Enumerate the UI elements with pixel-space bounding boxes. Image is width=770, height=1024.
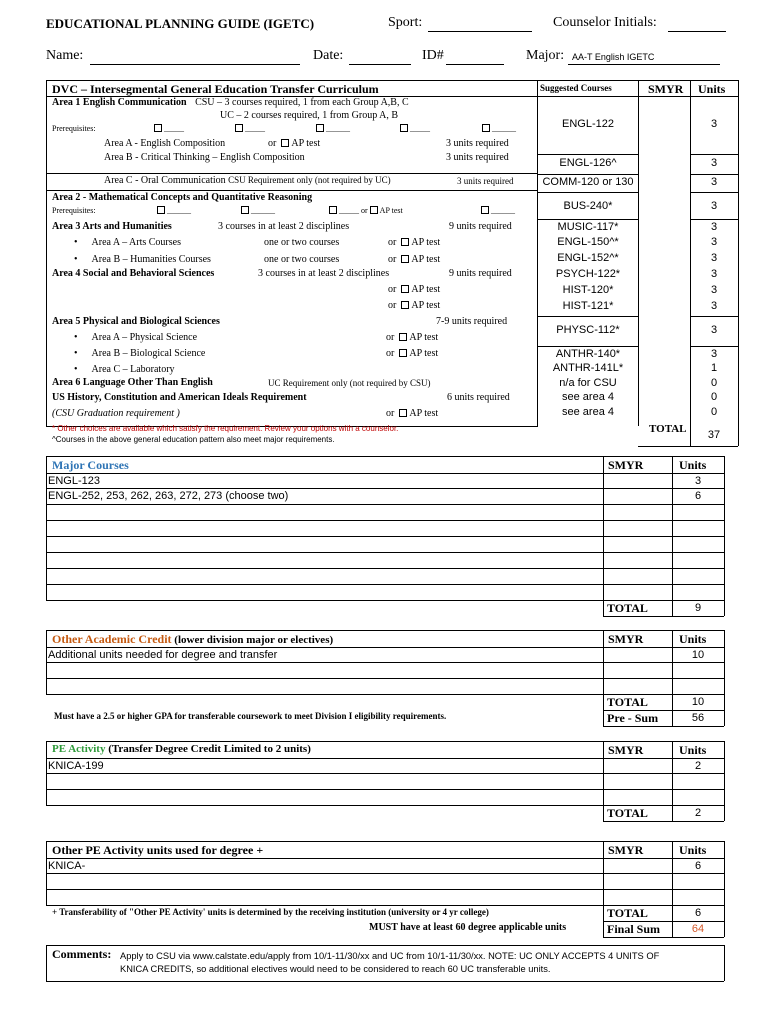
major-field-line	[568, 64, 720, 65]
us-history-req: 6 units required	[447, 392, 510, 403]
us-history-csu: (CSU Graduation requirement )	[52, 408, 180, 419]
ge-units-2[interactable]: 3	[710, 157, 718, 169]
area1-b-label: Area B - Critical Thinking – English Composition	[104, 152, 305, 163]
area5-title: Area 5 Physical and Biological Sciences	[52, 316, 220, 327]
other-pe-row-1-units[interactable]: 6	[694, 860, 702, 872]
pe-activity-title: PE Activity	[52, 743, 106, 755]
ge-course-4[interactable]: BUS-240*	[563, 200, 613, 212]
ge-units-8[interactable]: 3	[710, 268, 718, 280]
other-pe-col-smyr: SMYR	[608, 843, 644, 857]
area3-b-note: one or two courses	[264, 254, 340, 265]
major-row-1-course[interactable]: ENGL-123	[48, 475, 100, 487]
area1-heading	[52, 97, 409, 108]
footnote-other-choices: * Other choices are available which satisfy the requirement. Review your options with a counselor.	[52, 424, 399, 433]
major-total-value[interactable]: 9	[694, 602, 702, 614]
area1-b-req: 3 units required	[446, 152, 509, 163]
area2-prereq-1[interactable]: ______	[157, 206, 191, 215]
other-credit-col-smyr: SMYR	[608, 632, 644, 646]
area3-a-ap[interactable]: or AP test	[388, 237, 441, 248]
form-title: EDUCATIONAL PLANNING GUIDE (IGETC)	[46, 16, 315, 31]
area2-prereq-2[interactable]: ______	[241, 206, 275, 215]
area2-prereq-label: Prerequisites:	[52, 206, 96, 215]
ge-course-3[interactable]: COMM-120 or 130	[542, 176, 634, 188]
sport-field[interactable]	[428, 31, 532, 32]
pe-total-label: TOTAL	[607, 806, 648, 820]
other-pe-transfer-note: + Transferability of "Other PE Activity' units is determined by the receiving institution (university or 4 yr college)	[52, 907, 489, 917]
ge-course-11[interactable]: PHYSC-112*	[556, 324, 620, 336]
us-history-title: US History, Constitution and American Ideals Requirement	[52, 392, 307, 403]
area5-req: 7-9 units required	[436, 316, 508, 327]
area2-title: Area 2 - Mathematical Concepts and Quantitative Reasoning	[52, 192, 313, 203]
area1-prereq-3[interactable]: ______	[316, 124, 350, 133]
footnote-major: ^Courses in the above general education pattern also meet major requirements.	[52, 435, 335, 444]
area5-b-ap[interactable]: or AP test	[386, 348, 439, 359]
other-credit-total-value[interactable]: 10	[691, 696, 705, 708]
area1-uc: UC – 2 courses required, 1 from Group A, B	[220, 110, 399, 121]
pe-total-value[interactable]: 2	[694, 807, 702, 819]
ge-units-12[interactable]: 3	[710, 348, 718, 360]
area5-a-ap[interactable]: or AP test	[386, 332, 439, 343]
area4-note: 3 courses in at least 2 disciplines	[258, 268, 390, 279]
area2-prereq-3[interactable]: _____ or AP test	[329, 206, 403, 215]
area5-b-label: • Area B – Biological Science	[74, 348, 205, 359]
ge-units-15[interactable]: 0	[710, 391, 718, 403]
other-credit-col-units: Units	[679, 632, 707, 646]
area5-a-label: • Area A – Physical Science	[74, 332, 197, 343]
area2-prereq-4[interactable]: ______	[481, 206, 515, 215]
pre-sum-value[interactable]: 56	[691, 712, 705, 724]
pre-sum-label: Pre - Sum	[607, 711, 659, 725]
area4-ap-2[interactable]: or AP test	[388, 300, 441, 311]
ge-total-value[interactable]: 37	[707, 429, 721, 441]
id-label: ID#	[422, 48, 444, 63]
ge-course-7[interactable]: ENGL-152^*	[557, 252, 619, 264]
area1-csu: CSU – 3 courses required, 1 from each Group A,B, C	[195, 97, 409, 108]
ge-units-16[interactable]: 0	[710, 406, 718, 418]
ge-course-13[interactable]: ANTHR-141L*	[552, 362, 624, 374]
col-suggested-courses: Suggested Courses	[540, 83, 612, 93]
area1-prereq-2[interactable]: _____	[235, 124, 265, 133]
area1-a-ap[interactable]: or AP test	[268, 138, 321, 149]
area3-b-ap[interactable]: or AP test	[388, 254, 441, 265]
area3-note: 3 courses in at least 2 disciplines	[218, 221, 350, 232]
date-field[interactable]	[349, 64, 411, 65]
id-field[interactable]	[446, 64, 504, 65]
ge-course-12[interactable]: ANTHR-140*	[555, 348, 621, 360]
ge-units-14[interactable]: 0	[710, 377, 718, 389]
other-pe-col-units: Units	[679, 843, 707, 857]
pe-row-1[interactable]: KNICA-199	[48, 760, 104, 772]
comments-line-1[interactable]: Apply to CSU via www.calstate.edu/apply from 10/1-11/30/xx and UC from 10/1-11/30/xx. NOTE: UC ONLY ACCEPTS 4 UNITS OF	[120, 951, 660, 961]
other-pe-title: Other PE Activity units used for degree +	[52, 843, 264, 857]
gpa-note: Must have a 2.5 or higher GPA for transferable coursework to meet Division I eligibility requirements.	[54, 711, 447, 721]
final-sum-value[interactable]: 64	[691, 923, 705, 935]
area4-req: 9 units required	[449, 268, 512, 279]
area6-note: UC Requirement only (not required by CSU)	[268, 378, 431, 388]
ge-units-13[interactable]: 1	[710, 362, 718, 374]
ge-units-5[interactable]: 3	[710, 221, 718, 233]
area4-title: Area 4 Social and Behavioral Sciences	[52, 268, 215, 279]
ge-units-1[interactable]: 3	[710, 118, 718, 130]
major-total-label: TOTAL	[607, 601, 648, 615]
area1-a-req: 3 units required	[446, 138, 509, 149]
ge-units-6[interactable]: 3	[710, 236, 718, 248]
ge-total-label: TOTAL	[649, 423, 687, 435]
other-pe-total-value[interactable]: 6	[694, 907, 702, 919]
major-col-units: Units	[679, 458, 707, 472]
us-history-ap[interactable]: or AP test	[386, 408, 439, 419]
area1-title: Area 1 English Communication	[52, 97, 187, 108]
ge-units-11[interactable]: 3	[710, 324, 718, 336]
area1-a-label: Area A - English Composition	[104, 138, 226, 149]
area3-a-note: one or two courses	[264, 237, 340, 248]
ge-course-5[interactable]: MUSIC-117*	[557, 221, 619, 233]
ge-units-4[interactable]: 3	[710, 200, 718, 212]
pe-col-smyr: SMYR	[608, 743, 644, 757]
major-col-smyr: SMYR	[608, 458, 644, 472]
area5-c-label: • Area C – Laboratory	[74, 364, 175, 375]
area1-prereq-4[interactable]: _____	[400, 124, 430, 133]
comments-line-2[interactable]: KNICA CREDITS, so additional electives would need to be considered to reach 60 UC transferable units.	[120, 964, 551, 974]
area3-req: 9 units required	[449, 221, 512, 232]
ge-units-9[interactable]: 3	[710, 284, 718, 296]
counselor-initials-label: Counselor Initials:	[553, 15, 657, 30]
major-row-1-units[interactable]: 3	[694, 475, 702, 487]
major-value[interactable]: AA-T English IGETC	[572, 52, 655, 62]
area1-prereq-1[interactable]: _____	[154, 124, 184, 133]
area6-title: Area 6 Language Other Than English	[52, 377, 213, 388]
pe-activity-heading	[52, 743, 311, 755]
pe-activity-subtitle: (Transfer Degree Credit Limited to 2 units)	[108, 743, 311, 755]
degree-units-note: MUST have at least 60 degree applicable units	[369, 922, 567, 933]
area1-prereq-label: Prerequisites:	[52, 124, 96, 133]
name-field[interactable]	[90, 64, 300, 65]
area1-c-note: CSU Requirement only (not required by UC)	[228, 175, 391, 185]
ge-course-8[interactable]: PSYCH-122*	[555, 268, 621, 280]
pe-row-1-units[interactable]: 2	[694, 760, 702, 772]
col-units: Units	[698, 82, 726, 96]
ge-units-3[interactable]: 3	[710, 176, 718, 188]
ge-units-7[interactable]: 3	[710, 252, 718, 264]
area3-b-label: • Area B – Humanities Courses	[74, 254, 211, 265]
col-smyr: SMYR	[648, 82, 684, 96]
other-credit-title: Other Academic Credit	[52, 632, 172, 646]
other-pe-total-label: TOTAL	[607, 906, 648, 920]
major-row-2-units[interactable]: 6	[694, 490, 702, 502]
date-label: Date:	[313, 48, 344, 63]
ge-course-2[interactable]: ENGL-126^	[559, 157, 617, 169]
ge-course-10[interactable]: HIST-121*	[562, 300, 614, 312]
area3-title: Area 3 Arts and Humanities	[52, 221, 172, 232]
other-credit-subtitle: (lower division major or electives)	[174, 634, 334, 646]
area1-c-req: 3 units required	[457, 176, 514, 186]
name-label: Name:	[46, 48, 84, 63]
major-row-2-course[interactable]: ENGL-252, 253, 262, 263, 272, 273 (choose two)	[48, 490, 289, 502]
other-credit-heading	[52, 632, 333, 647]
ge-course-6[interactable]: ENGL-150^*	[557, 236, 619, 248]
ge-title: DVC – Intersegmental General Education Transfer Curriculum	[52, 82, 379, 96]
other-pe-row-1[interactable]: KNICA-	[48, 860, 86, 872]
area4-ap-1[interactable]: or AP test	[388, 284, 441, 295]
counselor-initials-field[interactable]	[668, 31, 726, 32]
ge-course-14[interactable]: n/a for CSU	[559, 377, 617, 389]
major-courses-title: Major Courses	[52, 458, 129, 472]
sport-label: Sport:	[388, 15, 423, 30]
comments-label: Comments:	[52, 947, 112, 961]
area3-a-label: • Area A – Arts Courses	[74, 237, 181, 248]
major-label: Major:	[526, 48, 565, 63]
pe-col-units: Units	[679, 743, 707, 757]
final-sum-label: Final Sum	[607, 922, 661, 936]
other-credit-row-1[interactable]: Additional units needed for degree and transfer	[48, 649, 278, 661]
area1-c-label: Area C - Oral Communication	[104, 175, 226, 186]
other-credit-row-1-units[interactable]: 10	[691, 649, 705, 661]
area1-c	[104, 175, 391, 186]
ge-course-15[interactable]: see area 4	[562, 391, 614, 403]
ge-course-1[interactable]: ENGL-122	[562, 118, 614, 130]
ge-course-16[interactable]: see area 4	[562, 406, 614, 418]
ge-course-9[interactable]: HIST-120*	[562, 284, 614, 296]
other-credit-total-label: TOTAL	[607, 695, 648, 709]
ge-units-10[interactable]: 3	[710, 300, 718, 312]
area1-prereq-5[interactable]: ______	[482, 124, 516, 133]
